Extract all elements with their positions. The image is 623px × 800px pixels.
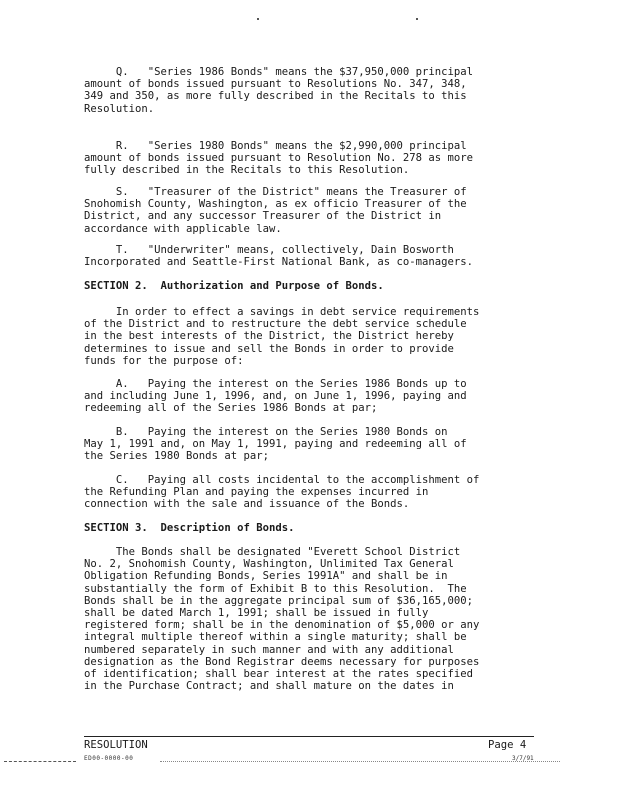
scan-mark: [416, 18, 418, 20]
section-3-body: The Bonds shall be designated "Everett School District No. 2, Snohomish County, Washington, Unlimited Tax General Obligation Refunding Bonds, Series 1991A" and shall be in substantially the form of Exhibit B to this Resolution. The Bonds shall be in the aggregate principal sum of $36,165,000; shall be dated March 1, 1991; shall be issued in fully registered form; shall be in the denomination of $5,000 or any integral multiple thereof within a single maturity; shall be numbered separately in such manner and with any additional designation as the Bond Registrar deems necessary for purposes of identification; shall bear interest at the rates specified in the Purchase Contract; and shall mature on the dates in: [84, 546, 480, 693]
section-3-heading: SECTION 3. Description of Bonds.: [84, 522, 295, 534]
footer-title: RESOLUTION: [84, 739, 148, 751]
section-2-body: In order to effect a savings in debt service requirements of the District and to restructure the debt service schedule in the best interests of the District, the District hereby determines to issue and sell the Bonds in order to provide funds for the purpose of:: [84, 306, 480, 367]
page-number: Page 4: [488, 739, 527, 751]
paragraph-q: Q. "Series 1986 Bonds" means the $37,950,000 principal amount of bonds issued pursuant to Resolutions No. 347, 348, 349 and 350, as more fully described in the Recitals to this Resolution.: [84, 66, 474, 115]
paragraph-a: A. Paying the interest on the Series 1986 Bonds up to and including June 1, 1996, and, on June 1, 1996, paying and redeeming all of the Series 1986 Bonds at par;: [84, 378, 467, 415]
document-code: ED00-0000-00: [84, 755, 134, 762]
paragraph-r: R. "Series 1980 Bonds" means the $2,990,000 principal amount of bonds issued pursuant to Resolution No. 278 as more fully described in the Recitals to this Resolution.: [84, 140, 474, 177]
document-date: 3/7/91: [512, 755, 534, 762]
scan-mark: [257, 18, 259, 20]
footer-rule: [84, 736, 534, 737]
paragraph-c: C. Paying all costs incidental to the accomplishment of the Refunding Plan and paying the expenses incurred in connection with the sale and issuance of the Bonds.: [84, 474, 480, 511]
paragraph-t: T. "Underwriter" means, collectively, Dain Bosworth Incorporated and Seattle-First National Bank, as co-managers.: [84, 244, 474, 269]
scan-artifact-line: [160, 761, 560, 762]
scan-artifact-line: [4, 761, 76, 762]
section-2-heading: SECTION 2. Authorization and Purpose of Bonds.: [84, 280, 384, 292]
paragraph-b: B. Paying the interest on the Series 1980 Bonds on May 1, 1991 and, on May 1, 1991, paying and redeeming all of the Series 1980 Bonds at par;: [84, 426, 467, 463]
paragraph-s: S. "Treasurer of the District" means the Treasurer of Snohomish County, Washington, as ex officio Treasurer of the District, and any successor Treasurer of the District in accordance with applicable law.: [84, 186, 467, 235]
